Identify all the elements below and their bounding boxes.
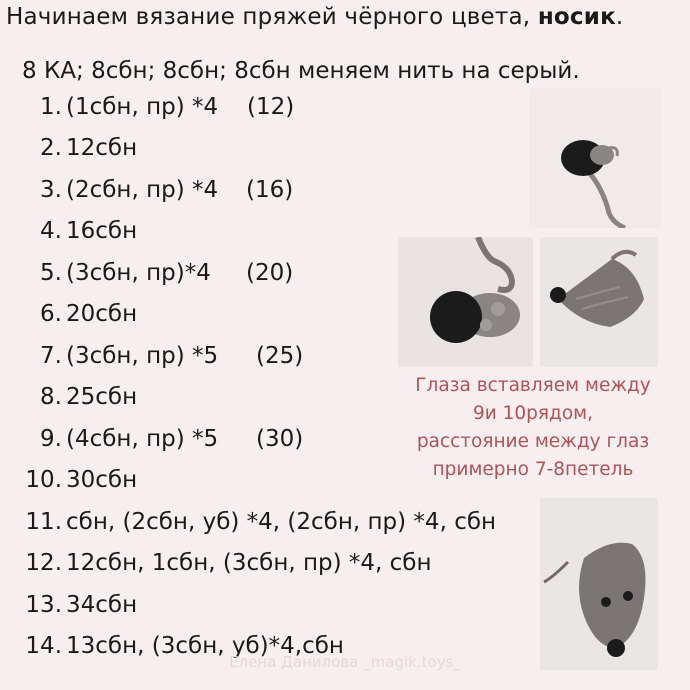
row-text: (1сбн, пр) *4 — [66, 94, 219, 120]
row-number: 1. — [40, 94, 62, 120]
note-line: расстояние между глаз — [416, 431, 650, 452]
row-number: 8. — [40, 384, 62, 410]
title-end: . — [615, 4, 624, 30]
row-number: 6. — [40, 301, 62, 327]
row-text: 34сбн — [66, 592, 138, 618]
row-text: 13сбн, (3сбн, уб)*4,сбн — [66, 633, 344, 659]
row-text: 12сбн, 1сбн, (3сбн, пр) *4, сбн — [66, 550, 432, 576]
note-line: Глаза вставляем между — [415, 375, 651, 396]
row-number: 11. — [25, 509, 62, 535]
note-line: примерно 7-8петель — [432, 459, 634, 480]
title-bold-word: носик — [537, 4, 616, 30]
row-text: 30сбн — [66, 467, 138, 493]
row-text: (3сбн, пр) *5 — [66, 343, 219, 369]
row-number: 13. — [25, 592, 62, 618]
row-number: 9. — [40, 426, 62, 452]
row-number: 10. — [25, 467, 62, 493]
photo-nose-side — [398, 237, 533, 367]
title-text: Начинаем вязание пряжей чёрного цвета, — [6, 4, 538, 30]
row-number: 3. — [40, 177, 62, 203]
row-number: 2. — [40, 135, 62, 161]
eyes-note — [398, 372, 668, 484]
photo-mouse-head — [540, 498, 658, 670]
photo-gray-cone — [540, 237, 658, 367]
row-number: 4. — [40, 218, 62, 244]
row-number: 14. — [25, 633, 62, 659]
row-number: 12. — [25, 550, 62, 576]
note-line: 9и 10рядом, — [472, 403, 594, 424]
row-number: 7. — [40, 343, 62, 369]
row-count: (12) — [247, 94, 295, 120]
row-text: 16сбн — [66, 218, 138, 244]
row-text: 12сбн — [66, 135, 138, 161]
row-text: (4сбн, пр) *5 — [66, 426, 219, 452]
row-text: сбн, (2сбн, уб) *4, (2сбн, пр) *4, сбн — [66, 509, 497, 535]
row-text: (2сбн, пр) *4 — [66, 177, 219, 203]
row-count: (25) — [256, 343, 304, 369]
row-count: (20) — [246, 260, 294, 286]
row-number: 5. — [40, 260, 62, 286]
row-count: (16) — [246, 177, 294, 203]
row-text: (3сбн, пр)*4 — [66, 260, 211, 286]
photo-black-nose — [529, 88, 661, 228]
row-text: 25сбн — [66, 384, 138, 410]
row-text: 20сбн — [66, 301, 138, 327]
intro-line: 8 КА; 8сбн; 8сбн; 8сбн меняем нить на серый. — [22, 58, 580, 84]
page-title — [6, 4, 623, 30]
row-count: (30) — [256, 426, 304, 452]
watermark: Елена Данилова _magik.toys_ — [229, 653, 461, 671]
